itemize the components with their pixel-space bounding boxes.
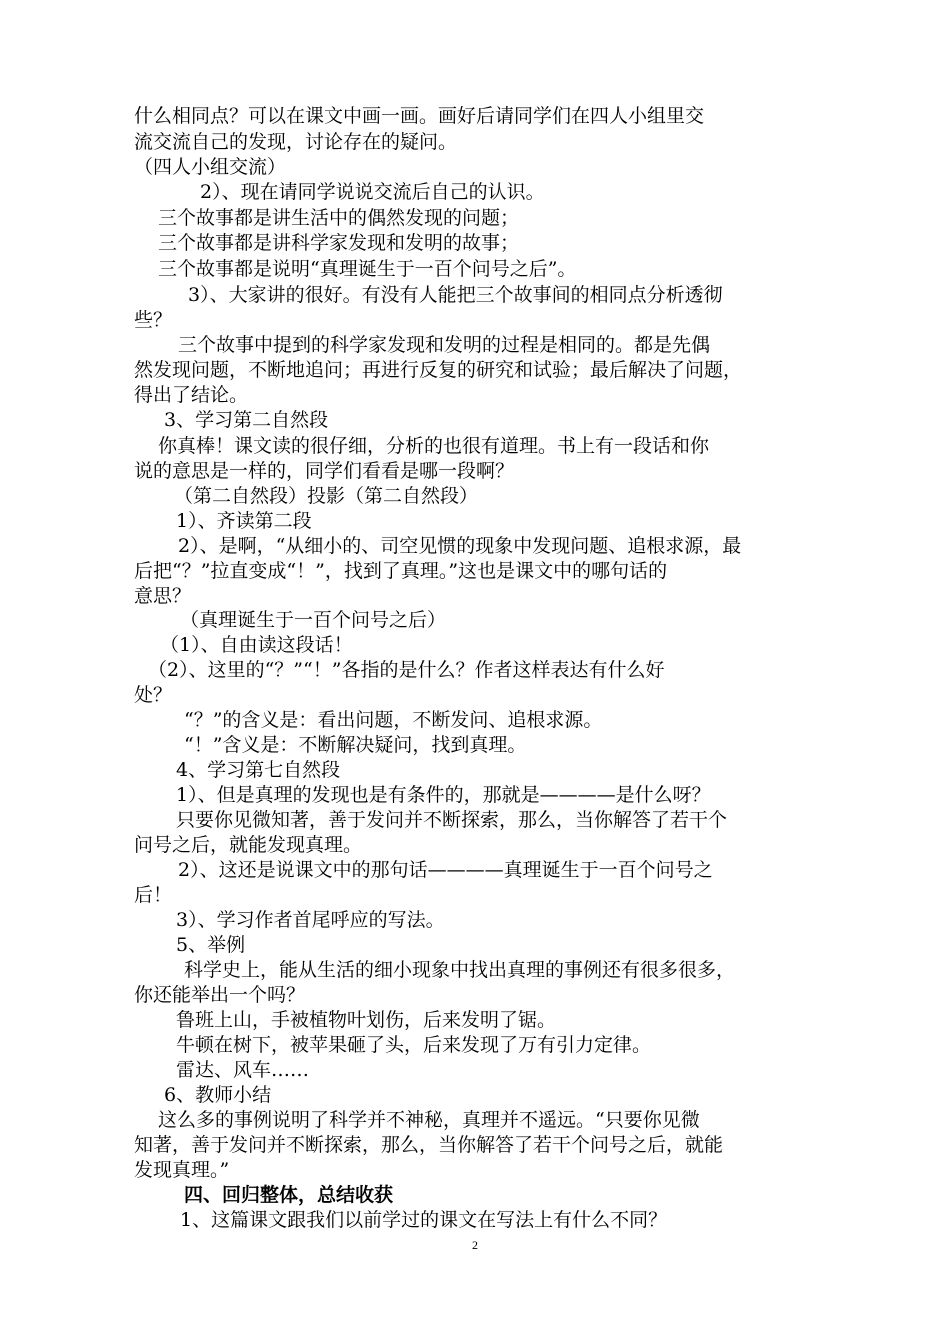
text-line: 发现真理。” (134, 1159, 230, 1181)
text-line: 科学史上，能从生活的细小现象中找出真理的事例还有很多很多， (184, 959, 736, 981)
text-line: （第二自然段）投影（第二自然段） (174, 485, 479, 507)
text-line: 只要你见微知著，善于发问并不断探索，那么，当你解答了若干个 (176, 809, 728, 831)
text-line: 3、学习第二自然段 (164, 409, 329, 431)
text-line: 三个故事都是说明“真理诞生于一百个问号之后”。 (158, 258, 577, 280)
text-line: 1、这篇课文跟我们以前学过的课文在写法上有什么不同？ (180, 1209, 668, 1231)
text-line: 牛顿在树下，被苹果砸了头，后来发现了万有引力定律。 (176, 1034, 652, 1056)
text-line: （四人小组交流） (134, 156, 287, 178)
text-line: “！”含义是：不断解决疑问，找到真理。 (184, 734, 527, 756)
text-line: 三个故事都是讲科学家发现和发明的故事； (158, 232, 520, 254)
text-line: 什么相同点？可以在课文中画一画。画好后请同学们在四人小组里交 (134, 105, 705, 127)
text-line: 说的意思是一样的，同学们看看是哪一段啊？ (134, 460, 515, 482)
text-line: 得出了结论。 (134, 384, 249, 406)
text-line: 知著，善于发问并不断探索，那么，当你解答了若干个问号之后，就能 (134, 1134, 724, 1156)
text-line: 2）、这还是说课文中的那句话————真理诞生于一百个问号之 (178, 859, 713, 881)
text-line: “？”的含义是：看出问题，不断发问、追根求源。 (184, 709, 603, 731)
text-line: 4、学习第七自然段 (176, 759, 341, 781)
text-line: 流交流自己的发现，讨论存在的疑问。 (134, 131, 458, 153)
text-line: 雷达、风车…… (176, 1059, 310, 1081)
text-line: 5、举例 (176, 934, 246, 956)
text-line: （2）、这里的“？”“！”各指的是什么？作者这样表达有什么好 (148, 659, 665, 681)
text-line: 1）、齐读第二段 (176, 510, 312, 532)
text-line: 后！ (134, 884, 173, 906)
text-line: 2）、是啊，“从细小的、司空见惯的现象中发现问题、追根求源，最 (178, 535, 742, 557)
text-line: 这么多的事例说明了科学并不神秘，真理并不遥远。“只要你见微 (158, 1109, 700, 1131)
text-line: 些？ (134, 309, 173, 331)
text-line: 三个故事中提到的科学家发现和发明的过程是相同的。都是先偶 (178, 334, 711, 356)
text-line: 3）、大家讲的很好。有没有人能把三个故事间的相同点分析透彻 (188, 284, 723, 306)
text-line: 鲁班上山，手被植物叶划伤，后来发明了锯。 (176, 1009, 557, 1031)
text-line: （真理诞生于一百个问号之后） (180, 609, 447, 631)
text-line: 后把“？”拉直变成“！”，找到了真理。”这也是课文中的哪句话的 (134, 560, 668, 582)
section-heading: 四、回归整体，总结收获 (184, 1184, 394, 1206)
page-number: 2 (472, 1238, 478, 1252)
text-line: 然发现问题，不断地追问；再进行反复的研究和试验；最后解决了问题， (134, 359, 743, 381)
text-line: 问号之后，就能发现真理。 (134, 834, 363, 856)
text-line: 2）、现在请同学说说交流后自己的认识。 (200, 181, 545, 203)
text-line: 三个故事都是讲生活中的偶然发现的问题； (158, 207, 520, 229)
text-line: 处？ (134, 684, 173, 706)
text-line: 意思？ (134, 585, 192, 607)
text-line: 你还能举出一个吗？ (134, 984, 306, 1006)
text-line: （1）、自由读这段话！ (160, 634, 353, 656)
text-line: 3）、学习作者首尾呼应的写法。 (176, 909, 445, 931)
text-line: 6、教师小结 (164, 1084, 272, 1106)
text-line: 1）、但是真理的发现也是有条件的，那就是————是什么呀？ (176, 784, 711, 806)
text-line: 你真棒！课文读的很仔细，分析的也很有道理。书上有一段话和你 (158, 435, 710, 457)
